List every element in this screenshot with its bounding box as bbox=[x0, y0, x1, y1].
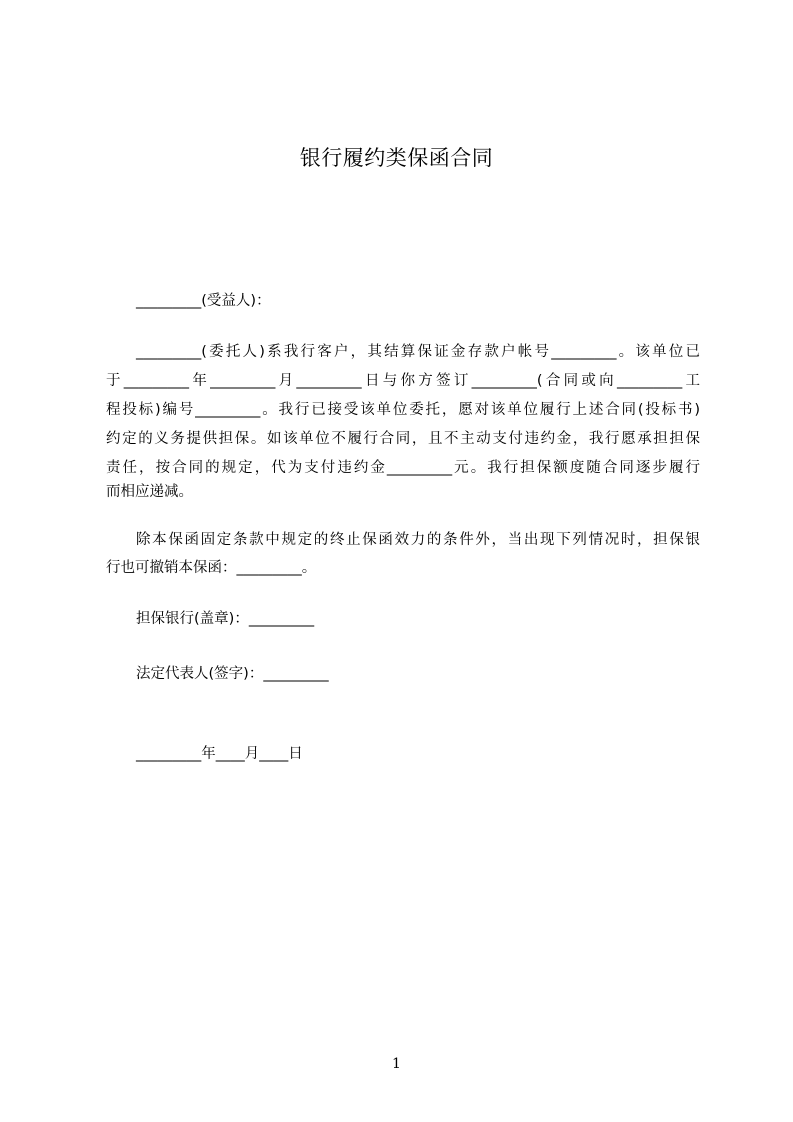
paragraph-line: 而相应递减。 bbox=[106, 484, 193, 500]
paragraph-line: 程投标)编号_________。我行已接受该单位委托，愿对该单位履行上述合同(投标书) bbox=[106, 402, 700, 418]
paragraph-line: 约定的义务提供担保。如该单位不履行合同，且不主动支付违约金，我行愿承担担保 bbox=[106, 431, 700, 447]
beneficiary-salutation: _________(受益人)： bbox=[136, 293, 271, 309]
paragraph-line: _________(委托人)系我行客户，其结算保证金存款户帐号_________。该单位已 bbox=[136, 344, 700, 360]
page-number: 1 bbox=[392, 1056, 401, 1072]
paragraph-line: 于_________年_________月_________日与你方签订_________(合同或向_________工 bbox=[106, 373, 700, 389]
date-line: _________年____月____日 bbox=[136, 746, 303, 762]
legal-representative-signature-line: 法定代表人(签字)：_________ bbox=[136, 666, 329, 682]
bank-seal-line: 担保银行(盖章)：_________ bbox=[136, 611, 315, 627]
paragraph-line: 行也可撤销本保函：_________。 bbox=[106, 560, 317, 576]
paragraph-line: 除本保函固定条款中规定的终止保函效力的条件外，当出现下列情况时，担保银 bbox=[136, 532, 700, 548]
document-title: 银行履约类保函合同 bbox=[299, 146, 494, 170]
paragraph-line: 责任，按合同的规定，代为支付违约金_________元。我行担保额度随合同逐步履行 bbox=[106, 460, 700, 476]
